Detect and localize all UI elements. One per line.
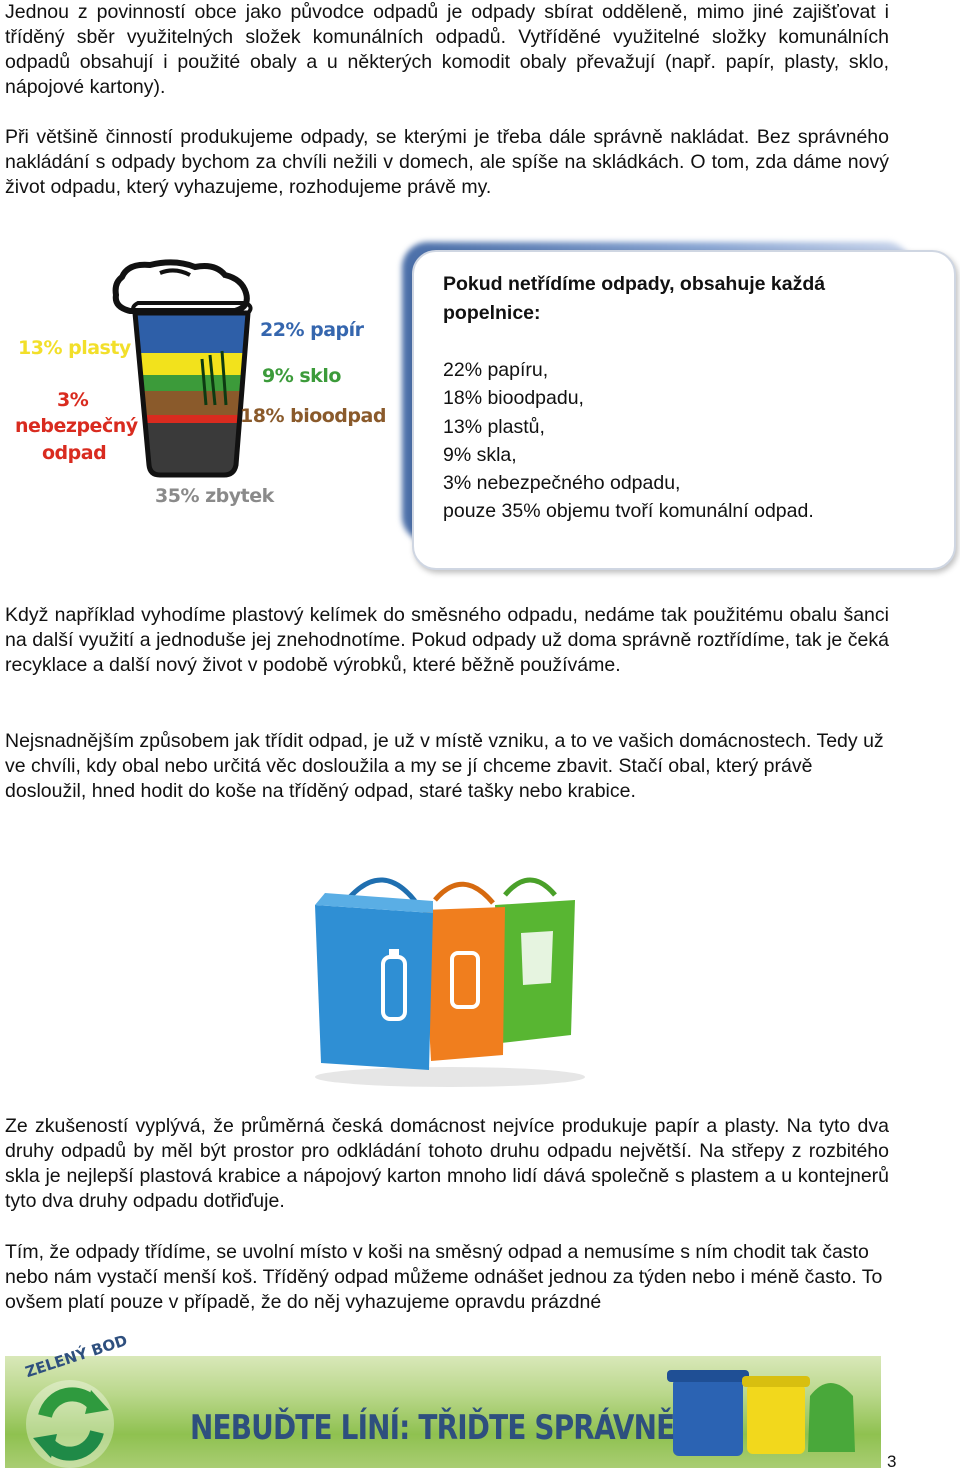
callout-item: 3% nebezpečného odpadu,: [443, 472, 681, 495]
label-zbytek: 35% zbytek: [155, 485, 274, 507]
page-number: 3: [887, 1452, 897, 1471]
label-plasty: 13% plasty: [18, 337, 131, 359]
label-papir: 22% papír: [260, 319, 364, 341]
paragraph-plastic-cup: Když například vyhodíme plastový kelímek do směsného odpadu, nedáme tak použitému obalu šanci na další využití a jednoduše jej znehodnotíme. Pokud odpady už doma správně roztřídíme, tak je čeká recyklace a další nový život v podobě výrobků, které běžně používáme.: [5, 604, 889, 676]
footer-slogan: NEBUĎTE LÍNÍ: TŘIĎTE SPRÁVNĚ: [190, 1408, 675, 1448]
callout-item: 13% plastů,: [443, 415, 545, 438]
footer-banner: [5, 1331, 881, 1468]
paragraph-household-experience: Ze zkušeností vyplývá, že průměrná česká domácnost nejvíce produkuje papír a plasty. Na tyto dva druhy odpadů by měl být prostor pro odkládání tohoto druhu odpadu největší. Na střepy z rozbitého skla je nejlepší plastová krabice a nápojový karton mnoho lidí dává společně s plastem a u kontejnerů tyto dva druhy odpadu dotřiďuje.: [5, 1115, 889, 1212]
paragraph-space-saving: Tím, že odpady třídíme, se uvolní místo v koši na směsný odpad a nemusíme s ním chodit tak často nebo nám vystačí menší koš. Tříděný odpad můžeme odnášet jednou za týden nebo i méně často. To ovšem platí pouze v případě, že do něj vyhazujeme opravdu prázdné: [5, 1241, 883, 1313]
callout-box: [412, 250, 956, 570]
recycling-bags-image: [305, 865, 595, 1090]
label-nebezpecny-1: nebezpečný: [15, 415, 138, 437]
callout-title: Pokud netřídíme odpady, obsahuje každá popelnice:: [443, 273, 826, 324]
label-sklo: 9% sklo: [262, 365, 341, 387]
callout-item: 22% papíru,: [443, 359, 549, 381]
label-nebezpecny-pct: 3%: [57, 389, 89, 411]
paragraph-handling: Při většině činností produkujeme odpady, se kterými je třeba dále správně nakládat. Bez správného nakládání s odpady bychom za chvíli nežili v domech, ale spíše na skládkách. O tom, zda dáme nový život odpadu, který vyhazujeme, rozhodujeme právě my.: [5, 126, 889, 198]
waste-bin-infographic: [10, 255, 405, 525]
footer-logo-text: ZELENÝ BOD: [23, 1331, 130, 1382]
callout-item: 9% skla,: [443, 443, 517, 466]
recycling-bags-icon: [305, 865, 595, 1090]
label-nebezpecny-2: odpad: [42, 442, 107, 464]
callout-item: 18% bioodpadu,: [443, 387, 584, 410]
paragraph-sorting-at-home: Nejsnadnějším způsobem jak třídit odpad, je už v místě vzniku, a to ve vašich domácnostech. Tedy už ve chvíli, kdy obal nebo určitá věc dosloužila a my se jí chceme zbavit. Stačí obal, který právě dosloužil, hned hodit do koše na tříděný odpad, staré tašky nebo krabice.: [5, 730, 884, 802]
callout-list: [443, 356, 814, 526]
paragraph-obligations: Jednou z povinností obce jako původce odpadů je odpady sbírat odděleně, mimo jiné zajišťovat i tříděný sběr využitelných složek komunálních odpadů. Vytříděné využitelné složky komunálních odpadů obsahují i použité obaly a u některých komodit obaly převažují (např. papír, plasty, sklo, nápojové kartony).: [5, 1, 889, 98]
callout-item: pouze 35% objemu tvoří komunální odpad.: [443, 500, 814, 523]
label-bioodpad: 18% bioodpad: [240, 405, 386, 427]
